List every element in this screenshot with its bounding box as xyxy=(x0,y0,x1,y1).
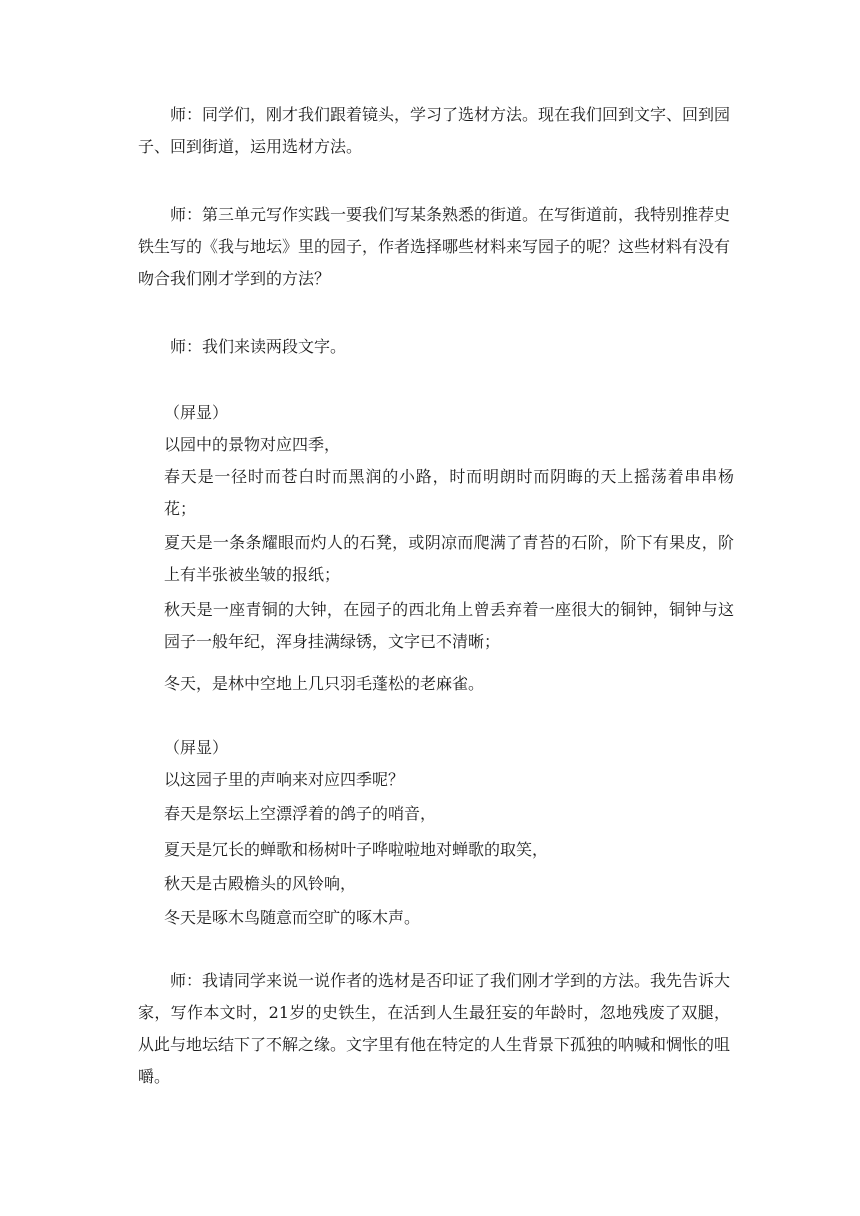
paragraph-read: 师：我们来读两段文字。 xyxy=(170,337,347,356)
season-summer: 夏天是冗长的蝉歌和杨树叶子哗啦啦地对蝉歌的取笑， xyxy=(164,840,549,859)
block-heading: 以园中的景物对应四季， xyxy=(164,435,341,454)
season-winter: 冬天，是林中空地上几只羽毛蓬松的老麻雀。 xyxy=(164,674,485,693)
season-winter: 冬天是啄木鸟随意而空旷的啄木声。 xyxy=(164,908,421,927)
paragraph-assignment: 师：第三单元写作实践一要我们写某条熟悉的街道。在写街道前，我特别推荐史铁生写的《我与地坛》里的园子，作者选择哪些材料来写园子的呢？这些材料有没有吻合我们刚才学到的方法？ xyxy=(138,205,731,288)
season-autumn: 秋天是一座青铜的大钟，在园子的西北角上曾丢弃着一座很大的铜钟，铜钟与这园子一般年纪，浑身挂满绿锈，文字已不清晰； xyxy=(164,600,734,651)
paragraph-intro: 师：同学们，刚才我们跟着镜头，学习了选材方法。现在我们回到文字、回到园子、回到街道，运用选材方法。 xyxy=(138,105,731,156)
paragraph-discussion: 师：我请同学来说一说作者的选材是否印证了我们刚才学到的方法。我先告诉大家，写作本文时，21岁的史铁生，在活到人生最狂妄的年龄时，忽地残废了双腿，从此与地坛结下了不解之缘。文字里有他在特定的人生背景下孤独的呐喊和惆怅的咀嚼。 xyxy=(138,971,731,1086)
season-summer: 夏天是一条条耀眼而灼人的石凳，或阴凉而爬满了青苔的石阶，阶下有果皮，阶上有半张被坐皱的报纸； xyxy=(164,533,734,584)
season-spring: 春天是一径时而苍白时而黑润的小路，时而明朗时而阴晦的天上摇荡着串串杨花； xyxy=(164,467,734,518)
screen-label: （屏显） xyxy=(164,738,229,757)
block-heading: 以这园子里的声响来对应四季呢？ xyxy=(164,770,405,789)
season-spring: 春天是祭坛上空漂浮着的鸽子的哨音， xyxy=(164,804,437,823)
screen-label: （屏显） xyxy=(164,403,229,422)
season-autumn: 秋天是古殿檐头的风铃响， xyxy=(164,874,357,893)
